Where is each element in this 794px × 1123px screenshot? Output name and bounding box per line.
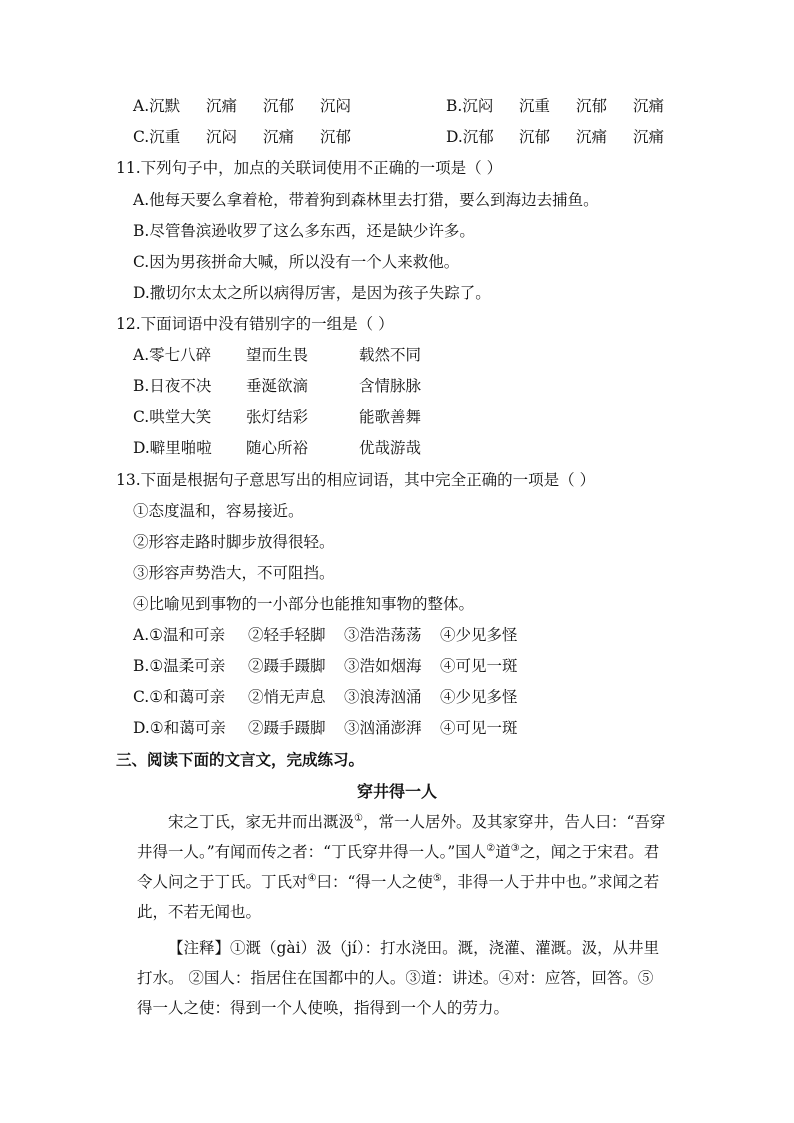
q11-option-c: C.因为男孩拼命大喊，所以没有一个人来救他。: [133, 253, 460, 271]
q10-option-c-2: 沉闷: [206, 128, 238, 146]
q13-option-a-4: ④少见多怪: [440, 626, 518, 644]
q13-option-d-1: D.①和蔼可亲: [133, 719, 226, 737]
q12-option-a-3: 载然不同: [359, 346, 422, 364]
q12-option-d-2: 随心所裕: [246, 439, 309, 457]
q12-option-a-2: 望而生畏: [246, 346, 309, 364]
q12-option-d: [133, 438, 421, 458]
q12-option-c-1: C.哄堂大笑: [133, 408, 212, 426]
q12-option-a-1: A.零七八碎: [133, 346, 212, 364]
q10-option-d-2: 沉郁: [519, 128, 551, 146]
q13-option-c-1: C.①和蔼可亲: [133, 688, 226, 706]
q12-option-b-3: 含情脉脉: [359, 377, 422, 395]
q12-option-a: [133, 345, 421, 365]
q10-option-c-3: 沉痛: [263, 128, 295, 146]
q13-option-a-3: ③浩浩荡荡: [344, 626, 422, 644]
passage-part-4: 之，闻之于宋君。君令人问之于丁氏。丁氏对: [137, 843, 660, 891]
section-3-heading: 三、阅读下面的文言文，完成练习。: [116, 750, 365, 769]
q10-option-row-1: [133, 96, 664, 116]
q10-option-d-4: 沉痛: [633, 128, 665, 146]
q10-option-d-1: D.沉郁: [446, 128, 494, 146]
note-marker-1: ①: [354, 812, 363, 824]
q10-option-d-3: 沉痛: [576, 128, 608, 146]
q13-option-b-1: B.①温柔可亲: [133, 657, 226, 675]
q13-option-c: [133, 687, 518, 707]
q13-option-d-4: ④可见一斑: [440, 719, 518, 737]
q12-option-b: [133, 376, 421, 396]
q10-option-c-1: C.沉重: [133, 128, 181, 146]
q13-option-c-4: ④少见多怪: [440, 688, 518, 706]
q12-option-b-1: B.日夜不决: [133, 377, 212, 395]
q13-option-d-3: ③汹涌澎湃: [344, 719, 422, 737]
q12-option-b-2: 垂涎欲滴: [246, 377, 309, 395]
q13-stem: 13.下面是根据句子意思写出的相应词语，其中完全正确的一项是（ ）: [116, 471, 596, 489]
note-marker-3: ③: [510, 842, 520, 854]
q11-option-b: B.尽管鲁滨逊收罗了这么多东西，还是缺少许多。: [133, 222, 475, 240]
passage-part-5: 曰：“得一人之使: [316, 873, 433, 891]
passage-notes: 【注释】①溉（gài）汲（jí）：打水浇田。溉，浇灌、灌溉。汲，从井里打水。 ②国人：指居住在国都中的人。③道：讲述。④对：应答，回答。⑤得一人之使：得到一个人使唤，指得到一个人的劳力。: [137, 939, 660, 1017]
q13-meaning-1: ①态度温和，容易接近。: [133, 502, 304, 520]
q12-option-c: [133, 407, 421, 427]
q10-option-b-3: 沉郁: [576, 97, 608, 115]
q13-option-c-2: ②悄无声息: [248, 688, 326, 706]
q12-stem: 12.下面词语中没有错别字的一组是（ ）: [116, 315, 394, 333]
q13-option-a-1: A.①温和可亲: [133, 626, 226, 644]
q10-option-b-2: 沉重: [519, 97, 551, 115]
q13-meaning-2: ②形容走路时脚步放得很轻。: [133, 533, 335, 551]
q13-option-d: [133, 718, 518, 738]
q13-option-c-3: ③浪涛汹涌: [344, 688, 422, 706]
passage-text: [137, 807, 667, 927]
q11-option-a: A.他每天要么拿着枪，带着狗到森林里去打猎，要么到海边去捕鱼。: [133, 191, 599, 209]
q13-option-b-4: ④可见一斑: [440, 657, 518, 675]
q10-option-a-4: 沉闷: [320, 97, 352, 115]
q13-option-b: [133, 656, 518, 676]
q13-option-a: [133, 625, 518, 645]
note-marker-4: ④: [307, 872, 317, 884]
q10-option-b-4: 沉痛: [633, 97, 665, 115]
passage-part-6: ，非得一人于井中也。”求闻之若此，不若无闻也。: [137, 873, 660, 921]
q11-stem: 11.下列句子中，加点的关联词使用不正确的一项是（ ）: [116, 159, 503, 177]
q13-option-b-3: ③浩如烟海: [344, 657, 422, 675]
q13-option-a-2: ②轻手轻脚: [248, 626, 326, 644]
note-marker-2: ②: [486, 842, 496, 854]
q10-option-row-2: [133, 127, 664, 147]
passage-part-3: 道: [495, 843, 511, 861]
q10-option-a-1: A.沉默: [133, 97, 181, 115]
passage-part-2: ，常一人居外。及其家穿井，告人曰：“吾穿井得一人。”有闻而传之者：“丁氏穿井得一人。”国人: [137, 813, 666, 861]
q13-meaning-4: ④比喻见到事物的一小部分也能推知事物的整体。: [133, 595, 475, 613]
q10-option-a-2: 沉痛: [206, 97, 238, 115]
passage-part-1: 宋之丁氏，家无井而出溉汲: [168, 813, 355, 831]
q10-option-a-3: 沉郁: [263, 97, 295, 115]
q13-option-d-2: ②蹑手蹑脚: [248, 719, 326, 737]
q10-option-b-1: B.沉闷: [446, 97, 494, 115]
q12-option-d-3: 优哉游哉: [359, 439, 422, 457]
q12-option-c-2: 张灯结彩: [246, 408, 309, 426]
q12-option-c-3: 能歌善舞: [359, 408, 422, 426]
note-marker-5: ⑤: [432, 872, 442, 884]
q11-option-d: D.撒切尔太太之所以病得厉害，是因为孩子失踪了。: [133, 284, 491, 302]
passage-title: 穿井得一人: [356, 782, 437, 801]
q10-option-c-4: 沉郁: [320, 128, 352, 146]
q13-meaning-3: ③形容声势浩大，不可阻挡。: [133, 564, 335, 582]
q12-option-d-1: D.噼里啪啦: [133, 439, 212, 457]
q13-option-b-2: ②蹑手蹑脚: [248, 657, 326, 675]
